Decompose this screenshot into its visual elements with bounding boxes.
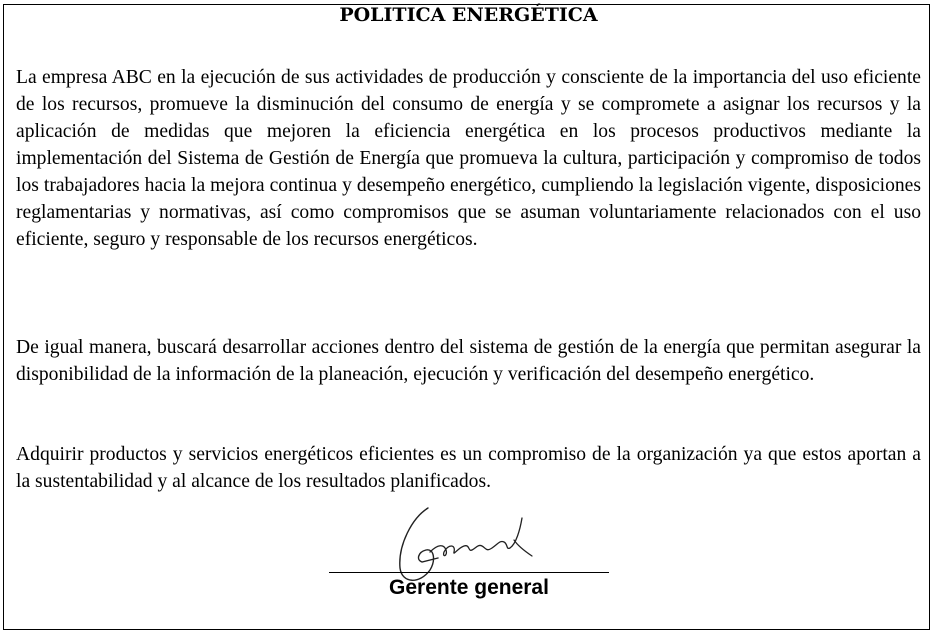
document-title: POLITICA ENERGÉTICA (339, 4, 598, 26)
policy-paragraph-3: Adquirir productos y servicios energéticos eficientes es un compromiso de la organización ya que estos aportan a la sustentabilidad y al alcance de los resultados planificados. (16, 444, 921, 492)
signature-line (329, 572, 609, 573)
policy-paragraph-1: La empresa ABC en la ejecución de sus actividades de producción y consciente de la importancia del uso eficiente de los recursos, promueve la disminución del consumo de energía y se compromete a asignar los recursos y la aplicación de medidas que mejoren la eficiencia energética en los procesos productivos mediante la implementación del Sistema de Gestión de Energía que promueva la cultura, participación y compromiso de todos los trabajadores hacia la mejora continua y desempeño energético, cumpliendo la legislación vigente, disposiciones reglamentarias y normativas, así como compromisos que se asuman voluntariamente relacionados con el uso eficiente, seguro y responsable de los recursos energéticos. (16, 67, 921, 250)
policy-paragraph-2: De igual manera, buscará desarrollar acciones dentro del sistema de gestión de la energía que permitan asegurar la disponibilidad de la información de la planeación, ejecución y verificación del desempeño energético. (16, 337, 921, 385)
signatory-role: Gerente general (389, 576, 549, 599)
